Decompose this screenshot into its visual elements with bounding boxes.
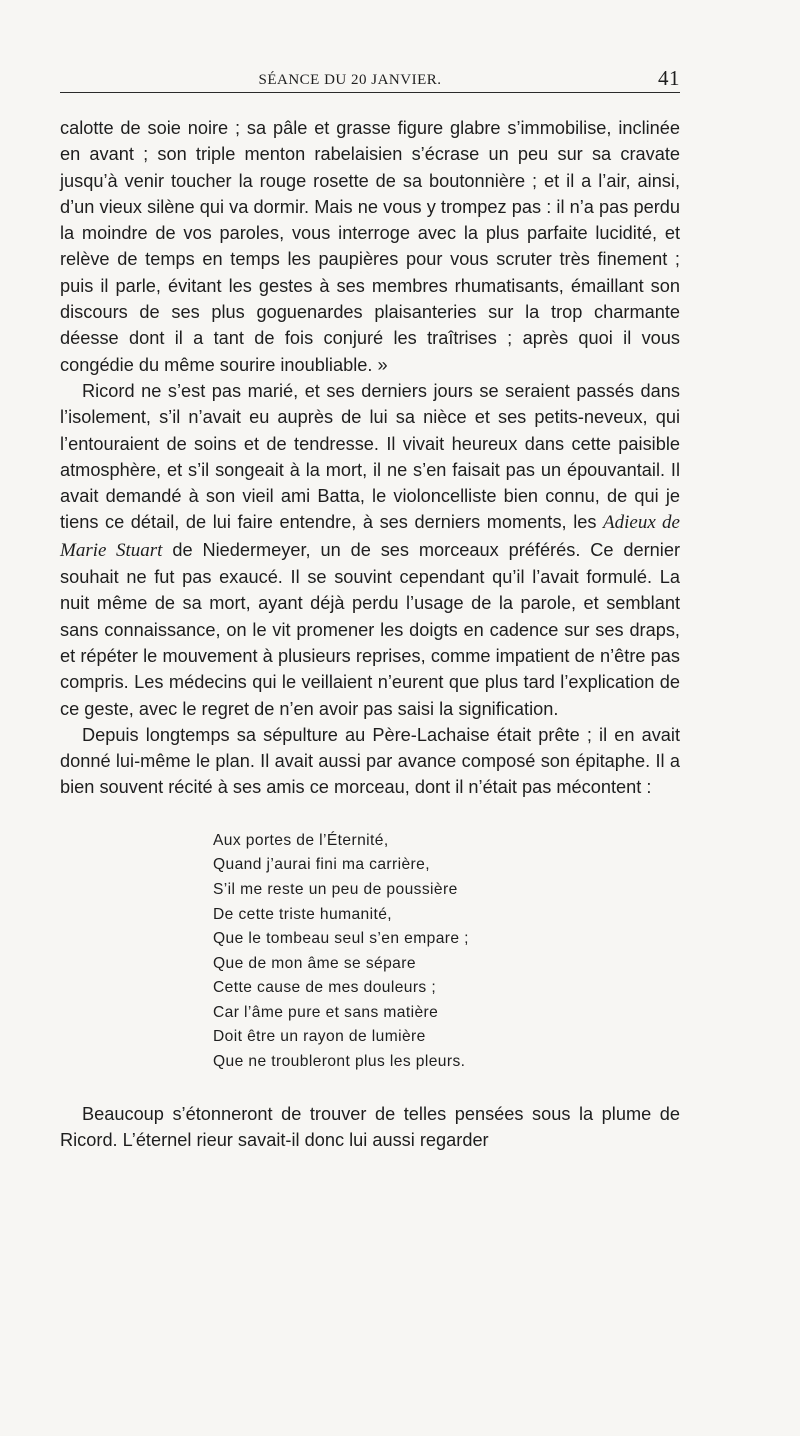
work-title-italic: Adieux de Marie Stuart	[60, 512, 680, 561]
paragraph-epitaph-intro: Depuis longtemps sa sépulture au Père-Lachaise était prête ; il en avait donné lui-même le plan. Il avait aussi par avance composé son épitaphe. Il a bien souvent récité à ses amis ce morceau, dont il n’était pas mécontent :	[60, 724, 680, 798]
poem-line: Quand j’aurai fini ma carrière,	[213, 856, 430, 874]
paragraph-closing: Beaucoup s’étonneront de trouver de telles pensées sous la plume de Ricord. L’éternel rieur savait-il donc lui aussi regarder	[60, 1103, 680, 1150]
book-page	[60, 62, 680, 1153]
poem-line: Doit être un rayon de lumière	[213, 1028, 426, 1046]
poem-line: Que le tombeau seul s’en empare ;	[213, 930, 469, 948]
page-number: 41	[658, 66, 680, 90]
paragraph-ricord-death	[60, 378, 680, 722]
running-title: SÉANCE DU 20 JANVIER.	[258, 72, 442, 88]
paragraph-text-end: de Niedermeyer, un de ses morceaux préférés. Ce dernier souhait ne fut pas exaucé. Il se souvint cependant qu’il l’avait formulé. La nuit même de sa mort, ayant déjà perdu l’usage de la parole, et semblant sans connaissance, on le vit promener les doigts en cadence sur ses draps, et répéter le mouvement à plusieurs reprises, comme impatient de n’être pas compris. Les médecins qui le veillaient n’eurent que plus tard l’explication de ce geste, avec le regret de n’en avoir pas saisi la signification.	[60, 539, 680, 719]
paragraph-continuation: calotte de soie noire ; sa pâle et grasse figure glabre s’immobilise, inclinée en avant ; son triple menton rabelaisien s’écrase un peu sur sa cravate jusqu’à venir toucher la rouge rosette de sa boutonnière ; et il a l’air, ainsi, d’un vieux silène qui va dormir. Mais ne vous y trompez pas : il n’a pas perdu la moindre de vos paroles, vous interroge avec la plus parfaite lucidité, et relève de temps en temps les paupières pour vous scruter très finement ; puis il parle, évitant les gestes à ses membres rhumatisants, émaillant son discours de ses plus goguenardes plaisanteries sur la trop charmante déesse dont il a tant de fois conjuré les traîtrises ; après quoi il vous congédie du même sourire inoubliable. »	[60, 118, 680, 375]
poem-line: S’il me reste un peu de poussière	[213, 880, 458, 898]
poem-line: Car l’âme pure et sans matière	[213, 1003, 439, 1021]
paragraph-text-start: Ricord ne s’est pas marié, et ses derniers jours se seraient passés dans l’isolement, s’il n’avait eu auprès de lui sa nièce et ses petits-neveux, qui l’entouraient de soins et de tendresse. Il vivait heureux dans cette paisible atmosphère, et s’il songeait à la mort, il ne s’en faisait pas un épouvantail. Il avait demandé à son vieil ami Batta, le violoncelliste bien connu, de qui je tiens ce détail, de lui faire entendre, à ses derniers moments, les	[60, 380, 680, 533]
epitaph-poem	[213, 829, 680, 1075]
running-header	[60, 62, 680, 93]
poem-line: Aux portes de l’Éternité,	[213, 831, 389, 849]
body-text	[60, 115, 680, 801]
poem-line: Cette cause de mes douleurs ;	[213, 979, 437, 997]
poem-line: Que de mon âme se sépare	[213, 954, 416, 972]
poem-line: Que ne troubleront plus les pleurs.	[213, 1053, 466, 1071]
poem-line: De cette triste humanité,	[213, 905, 393, 923]
